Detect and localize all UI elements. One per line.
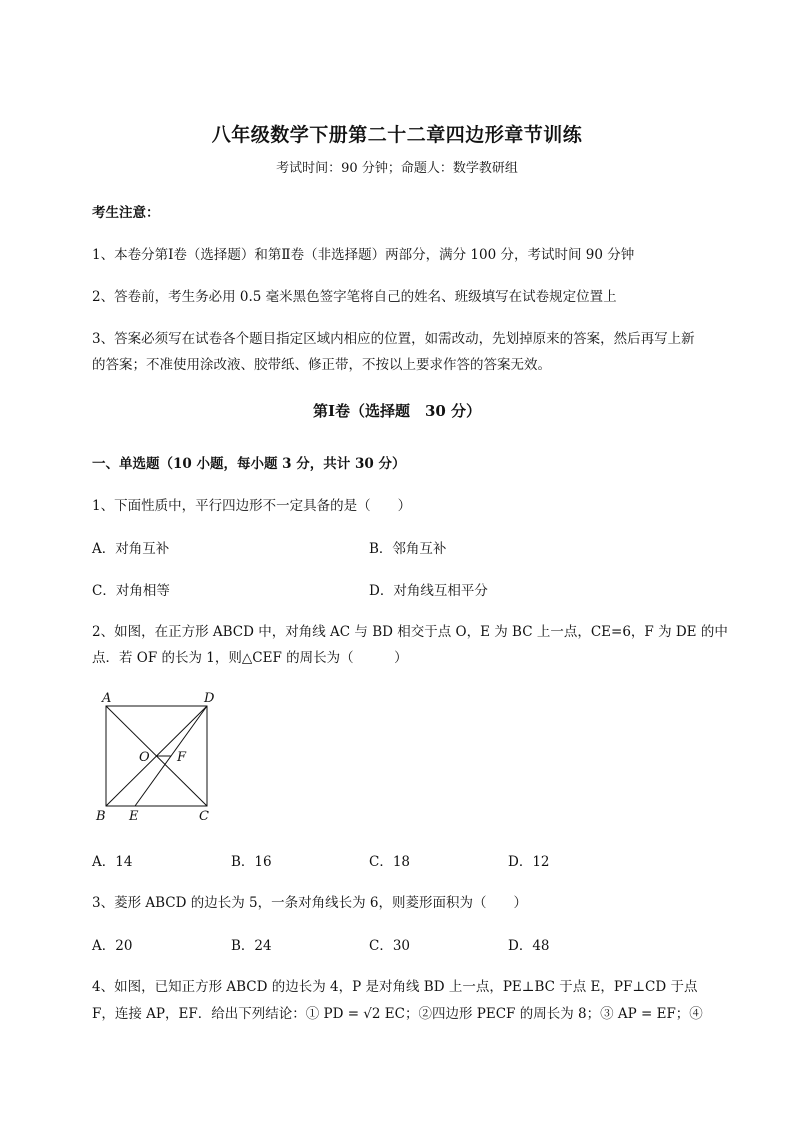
notice-item-3: 3、答案必须写在试卷各个题目指定区域内相应的位置，如需改动，先划掉原来的答案，然后再写上新 — [92, 331, 695, 347]
q2-stem-line2: 点．若 OF 的长为 1，则△CEF 的周长为（ ） — [92, 650, 408, 666]
q1-option-b: B．邻角互补 — [369, 541, 447, 557]
notice-heading: 考生注意： — [92, 205, 160, 221]
page-title: 八年级数学下册第二十二章四边形章节训练 — [211, 124, 583, 146]
q2-option-b: B．16 — [231, 854, 272, 870]
q1-option-a: A．对角互补 — [92, 541, 170, 557]
notice-item-3-cont: 的答案；不准使用涂改液、胶带纸、修正带，不按以上要求作答的答案无效。 — [92, 357, 551, 373]
q1-option-d: D．对角线互相平分 — [369, 583, 488, 599]
label-a: A — [102, 691, 112, 706]
notice-item-2: 2、答卷前，考生务必用 0.5 毫米黑色签字笔将自己的姓名、班级填写在试卷规定位置上 — [92, 289, 617, 305]
q3-option-d: D．48 — [508, 938, 550, 954]
notice-item-1: 1、本卷分第Ⅰ卷（选择题）和第Ⅱ卷（非选择题）两部分，满分 100 分，考试时间 90 分钟 — [92, 247, 635, 263]
q2-option-d: D．12 — [508, 854, 550, 870]
label-f: F — [177, 750, 187, 765]
q1-stem: 1、下面性质中，平行四边形不一定具备的是（ ） — [92, 498, 412, 514]
q2-option-a: A．14 — [92, 854, 133, 870]
section-title: 第Ⅰ卷（选择题 30 分） — [312, 402, 482, 420]
part-heading: 一、单选题（10 小题，每小题 3 分，共计 30 分） — [92, 456, 406, 472]
label-e: E — [129, 809, 139, 824]
label-b: B — [96, 809, 106, 824]
label-d: D — [204, 691, 215, 706]
q3-option-b: B．24 — [231, 938, 272, 954]
label-c: C — [199, 809, 209, 824]
label-o: O — [139, 750, 150, 765]
q3-stem: 3、菱形 ABCD 的边长为 5，一条对角线长为 6，则菱形面积为（ ） — [92, 895, 528, 911]
q4-stem-line2: F，连接 AP，EF．给出下列结论：① PD = √2 EC；②四边形 PECF 的周长为 8；③ AP = EF；④ — [92, 1006, 703, 1022]
q1-option-c: C．对角相等 — [92, 583, 170, 599]
exam-info: 考试时间：90 分钟；命题人：数学教研组 — [276, 161, 518, 176]
q2-stem-line1: 2、如图，在正方形 ABCD 中，对角线 AC 与 BD 相交于点 O，E 为 BC 上一点，CE=6，F 为 DE 的中 — [92, 624, 728, 640]
q2-option-c: C．18 — [369, 854, 411, 870]
q4-stem-line1: 4、如图，已知正方形 ABCD 的边长为 4，P 是对角线 BD 上一点，PE⊥BC 于点 E，PF⊥CD 于点 — [92, 979, 698, 995]
q3-option-c: C．30 — [369, 938, 411, 954]
q2-square-figure — [86, 686, 226, 826]
q3-option-a: A．20 — [92, 938, 133, 954]
